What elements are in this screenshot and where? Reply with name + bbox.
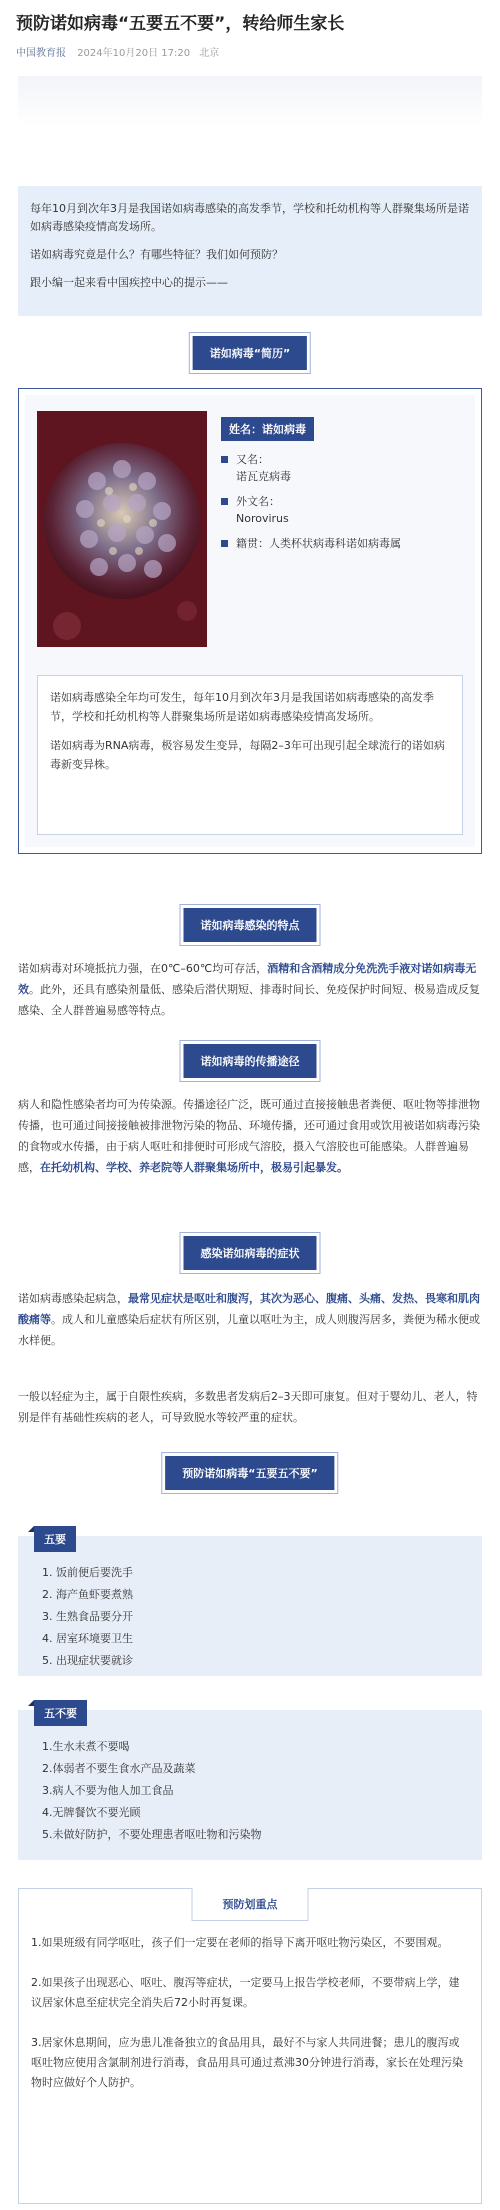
- article-date: 2024年10月20日 17:20: [77, 48, 191, 59]
- key-points-title: 预防划重点: [192, 1888, 309, 1921]
- article-meta: [16, 44, 225, 59]
- origin-row: [221, 535, 461, 552]
- alias-label: 又名：: [236, 453, 269, 466]
- list-item: 5.未做好防护，不要处理患者呕吐物和污染物: [42, 1828, 262, 1841]
- profile-text-2: 诺如病毒为RNA病毒，极容易发生变异，每隔2–3年可出现引起全球流行的诺如病毒新变异株。: [50, 739, 445, 771]
- key-point-3: 3.居家休息期间，应为患儿准备独立的食品用具，最好不与家人共同进餐；患儿的腹泻或呕吐物应使用含氯制剂进行消毒，食品用具可通过煮沸30分钟进行消毒，家长在处理污染物时应做好个人防护。: [31, 2036, 463, 2089]
- symptoms-section-tag: 感染诺如病毒的症状: [184, 1236, 317, 1270]
- donts-list: [18, 1710, 482, 1858]
- header-banner: [18, 76, 482, 126]
- symptoms-text-2: 。成人和儿童感染后症状有所区别，儿童以呕吐为主，成人则腹泻居多，粪便为稀水便或水样便。: [18, 1313, 480, 1347]
- profile-description: [37, 675, 463, 835]
- features-text: 诺如病毒对环境抵抗力强，在0℃–60℃均可存活，: [18, 962, 268, 975]
- foreign-name-label: 外文名：: [236, 495, 280, 508]
- list-item: 3. 生熟食品要分开: [42, 1610, 133, 1623]
- dos-list-box: [18, 1533, 482, 1676]
- transmission-paragraph: [18, 1094, 482, 1178]
- transmission-highlight: 在托幼机构、学校、养老院等人群聚集场所中，极易引起暴发。: [40, 1161, 348, 1174]
- virus-name-tag: 姓名：诺如病毒: [221, 417, 314, 441]
- transmission-text: 病人和隐性感染者均可为传染源。传播途径广泛，既可通过直接接触患者粪便、呕吐物等排泄物传播，也可通过间接接触被排泄物污染的物品、环境传播，还可通过食用或饮用被诺如病毒污染的食物或水传播，由于病人呕吐和排便时可形成气溶胶，摄入气溶胶也可能感染。人群普遍易感，: [18, 1098, 480, 1174]
- alias-value: 诺瓦克病毒: [236, 470, 291, 483]
- symptoms-paragraph-2: 一般以轻症为主，属于自限性疾病，多数患者发病后2–3天即可康复。但对于婴幼儿、老人，特别是伴有基础性疾病的老人，可导致脱水等较严重的症状。: [18, 1390, 478, 1424]
- virus-profile-card: [18, 388, 482, 854]
- bullet-square-icon: [221, 498, 228, 505]
- profile-text-1: 诺如病毒感染全年均可发生，每年10月到次年3月是我国诺如病毒感染的高发季节，学校和托幼机构等人群聚集场所是诺如病毒感染疫情高发场所。: [50, 691, 434, 723]
- virus-info: [221, 417, 461, 560]
- donts-label: 五不要: [34, 1700, 87, 1726]
- symptoms-text: 诺如病毒感染起病急，: [18, 1292, 128, 1305]
- donts-list-box: [18, 1707, 482, 1860]
- key-points-box: [18, 1888, 482, 2204]
- list-item: 5. 出现症状要就诊: [42, 1654, 133, 1667]
- list-item: 4. 居室环境要卫生: [42, 1632, 133, 1645]
- prevention-section-tag: 预防诺如病毒“五要五不要”: [165, 1456, 334, 1490]
- article-source-link[interactable]: 中国教育报: [16, 48, 66, 59]
- list-item: 2.体弱者不要生食水产品及蔬菜: [42, 1762, 196, 1775]
- list-item: 4.无牌餐饮不要光顾: [42, 1806, 141, 1819]
- transmission-section-tag: 诺如病毒的传播途径: [184, 1044, 317, 1078]
- article-title: 预防诺如病毒“五要五不要”，转给师生家长: [16, 14, 345, 34]
- list-item: 1.生水未煮不要喝: [42, 1740, 130, 1753]
- alias-row: [221, 451, 461, 485]
- key-point-2: 2.如果孩子出现恶心、呕吐、腹泻等症状，一定要马上报告学校老师，不要带病上学，建议居家休息至症状完全消失后72小时再复课。: [31, 1976, 460, 2009]
- foreign-name-value: Norovirus: [236, 512, 289, 525]
- article-location: 北京: [199, 48, 220, 59]
- key-points-body: [31, 1933, 469, 2113]
- symptoms-highlight: 最常见症状是呕吐和腹泻，其次为恶心、腹痛、头痛、发热、畏寒和肌肉酸痛等: [18, 1292, 480, 1326]
- virus-illustration: [37, 411, 207, 647]
- dos-list: [18, 1536, 482, 1684]
- features-paragraph: [18, 958, 482, 1021]
- intro-lead: 跟小编一起来看中国疾控中心的提示——: [30, 276, 228, 289]
- norovirus-image: [37, 411, 207, 647]
- list-item: 3.病人不要为他人加工食品: [42, 1784, 174, 1797]
- intro-box: [18, 186, 482, 316]
- key-point-1: 1.如果班级有同学呕吐，孩子们一定要在老师的指导下离开呕吐物污染区，不要围观。: [31, 1936, 449, 1949]
- bullet-square-icon: [221, 456, 228, 463]
- list-item: 2. 海产鱼虾要煮熟: [42, 1588, 133, 1601]
- symptoms-paragraph-1: [18, 1288, 482, 1351]
- features-section-tag: 诺如病毒感染的特点: [184, 908, 317, 942]
- features-text-2: 。此外，还具有感染剂量低、感染后潜伏期短、排毒时间长、免疫保护时间短、极易造成反复感染、全人群普遍易感等特点。: [18, 983, 480, 1017]
- features-highlight: 酒精和含酒精成分免洗洗手液对诺如病毒无效: [18, 962, 477, 996]
- intro-question: 诺如病毒究竟是什么？有哪些特征？我们如何预防？: [30, 248, 283, 261]
- foreign-name-row: [221, 493, 461, 527]
- list-item: 1. 饭前便后要洗手: [42, 1566, 133, 1579]
- intro-paragraph: 每年10月到次年3月是我国诺如病毒感染的高发季节，学校和托幼机构等人群聚集场所是诺如病毒感染疫情高发场所。: [30, 202, 469, 233]
- origin-value: 籍贯：人类杯状病毒科诺如病毒属: [236, 537, 401, 550]
- dos-label: 五要: [34, 1526, 76, 1552]
- bullet-square-icon: [221, 540, 228, 547]
- profile-section-tag: 诺如病毒“简历”: [193, 336, 307, 370]
